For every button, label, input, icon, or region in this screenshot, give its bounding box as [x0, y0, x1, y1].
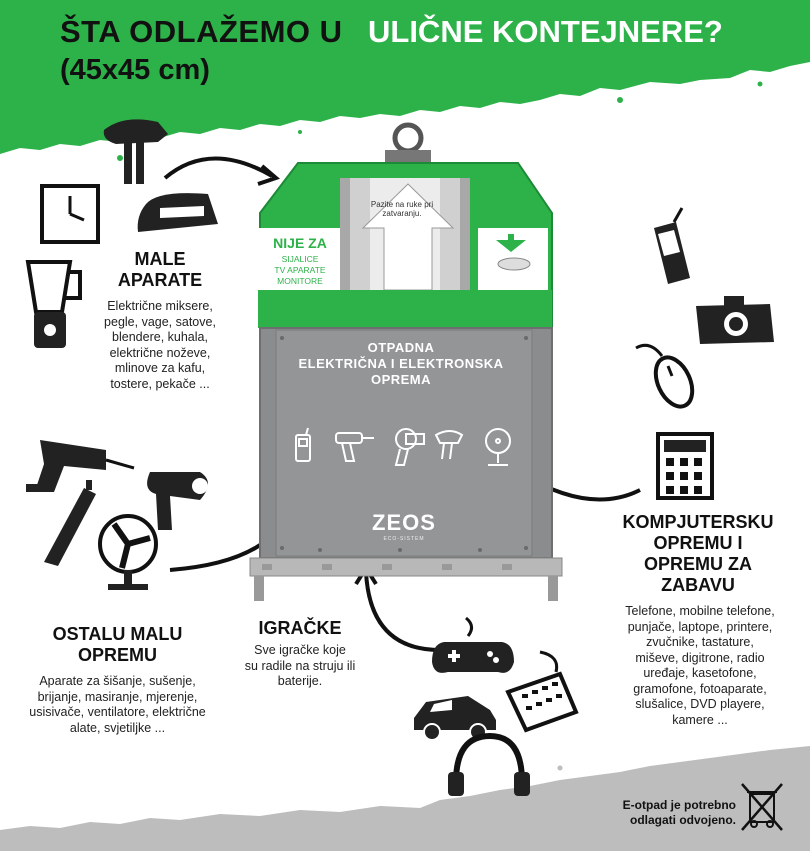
not-for-item: MONITORE — [277, 276, 323, 286]
section-text-other-small — [10, 674, 225, 736]
text-line: punjače, laptope, printere, — [627, 619, 773, 634]
mouse-icon — [636, 345, 699, 412]
heading-line: ZABAVU — [661, 575, 735, 595]
calculator-icon — [658, 434, 712, 498]
container-label-line: OPREMA — [370, 372, 432, 387]
text-line: Telefone, mobilne telefone, — [625, 604, 775, 618]
hair-dryer-icon — [396, 429, 424, 465]
heading-line: OPREMU — [77, 645, 157, 665]
not-for-item: SIJALICE — [281, 254, 319, 264]
hair-dryer-icon — [147, 472, 208, 530]
text-line: gramofone, fotoaparate, — [633, 681, 767, 696]
keyboard-icon — [508, 652, 576, 730]
not-for-item: TV APARATE — [274, 265, 326, 275]
text-line: zvučnike, tastature, — [646, 635, 754, 649]
other-small-icons — [10, 420, 230, 600]
section-heading-small-appliances — [100, 249, 220, 291]
container-label-line: ELEKTRIČNA I ELEKTRONSKA — [298, 356, 504, 371]
text-line: uređaje, kasetofone, — [643, 666, 757, 680]
mobile-phone-icon — [296, 428, 310, 461]
page-subtitle: (45x45 cm) — [60, 54, 210, 86]
not-for-title: NIJE ZA — [273, 235, 327, 251]
drill-icon — [336, 433, 374, 461]
mixer-icon — [436, 431, 462, 459]
computer-icons — [620, 206, 800, 506]
heading-line: OSTALU MALU — [52, 624, 183, 644]
text-line: Sve igračke koje — [254, 643, 346, 657]
text-line: pegle, vage, satove, — [104, 314, 216, 329]
section-text-toys — [230, 643, 370, 690]
mixer-icon — [104, 119, 168, 184]
text-line: baterije. — [277, 674, 323, 688]
text-line: alate, svjetiljke ... — [69, 720, 166, 735]
drill-icon — [26, 440, 134, 492]
zeos-logo: ZEOS — [372, 510, 436, 535]
text-line: kamere ... — [672, 712, 728, 727]
section-heading-other-small — [30, 624, 205, 666]
section-heading-computer — [608, 512, 788, 596]
headphones-icon — [448, 736, 530, 796]
notice-line: odlagati odvojeno. — [629, 813, 736, 827]
blender-icon — [28, 262, 80, 348]
text-line: slušalice, DVD playere, — [635, 697, 765, 711]
container-label-line: OTPADNA — [367, 340, 435, 355]
text-line: miševe, digitrone, radio — [635, 650, 765, 665]
mobile-phone-icon — [654, 208, 690, 284]
page-title-part2: ULIČNE KONTEJNERE? — [368, 14, 723, 49]
clock-icon — [42, 186, 98, 242]
section-heading-toys: IGRAČKE — [258, 618, 342, 638]
heading-line: KOMPJUTERSKU — [622, 512, 774, 532]
gamepad-icon — [432, 618, 514, 673]
fan-icon — [100, 516, 156, 590]
warning-label: Pazite na ruke pri zatvaranju. — [370, 200, 434, 218]
text-line: mlinove za kafu, — [114, 361, 206, 375]
text-line: Električne miksere, — [107, 299, 213, 313]
text-line: blendere, kuhala, — [112, 330, 208, 344]
heading-line: MALE — [134, 249, 186, 269]
section-text-small-appliances — [85, 299, 235, 392]
text-line: električne noževe, — [109, 345, 211, 360]
container-icons — [290, 425, 530, 475]
toy-icons — [410, 612, 590, 802]
heading-line: APARATE — [117, 270, 203, 290]
container-label — [276, 340, 526, 388]
footer-notice — [596, 798, 736, 828]
heading-line: OPREMU I — [653, 533, 743, 553]
text-line: brijanje, masiranje, mjerenje, — [37, 689, 198, 704]
heading-line: OPREMU ZA — [644, 554, 752, 574]
text-line: usisivače, ventilatore, električne — [29, 705, 206, 719]
toothbrush-icon — [44, 480, 96, 566]
zeos-logo-sub: ECO-SISTEM — [383, 536, 425, 542]
section-text-computer — [600, 604, 800, 728]
text-line: tostere, pekače ... — [110, 376, 210, 391]
camera-icon — [696, 296, 774, 344]
page-title-part1: ŠTA ODLAŽEMO U — [60, 14, 343, 49]
crossed-out-bin-icon — [738, 780, 788, 836]
iron-icon — [138, 193, 218, 232]
text-line: Aparate za šišanje, sušenje, — [39, 674, 196, 688]
text-line: su radile na struju ili — [244, 658, 356, 673]
notice-line: E-otpad je potrebno — [622, 798, 736, 812]
fan-icon — [486, 429, 510, 465]
